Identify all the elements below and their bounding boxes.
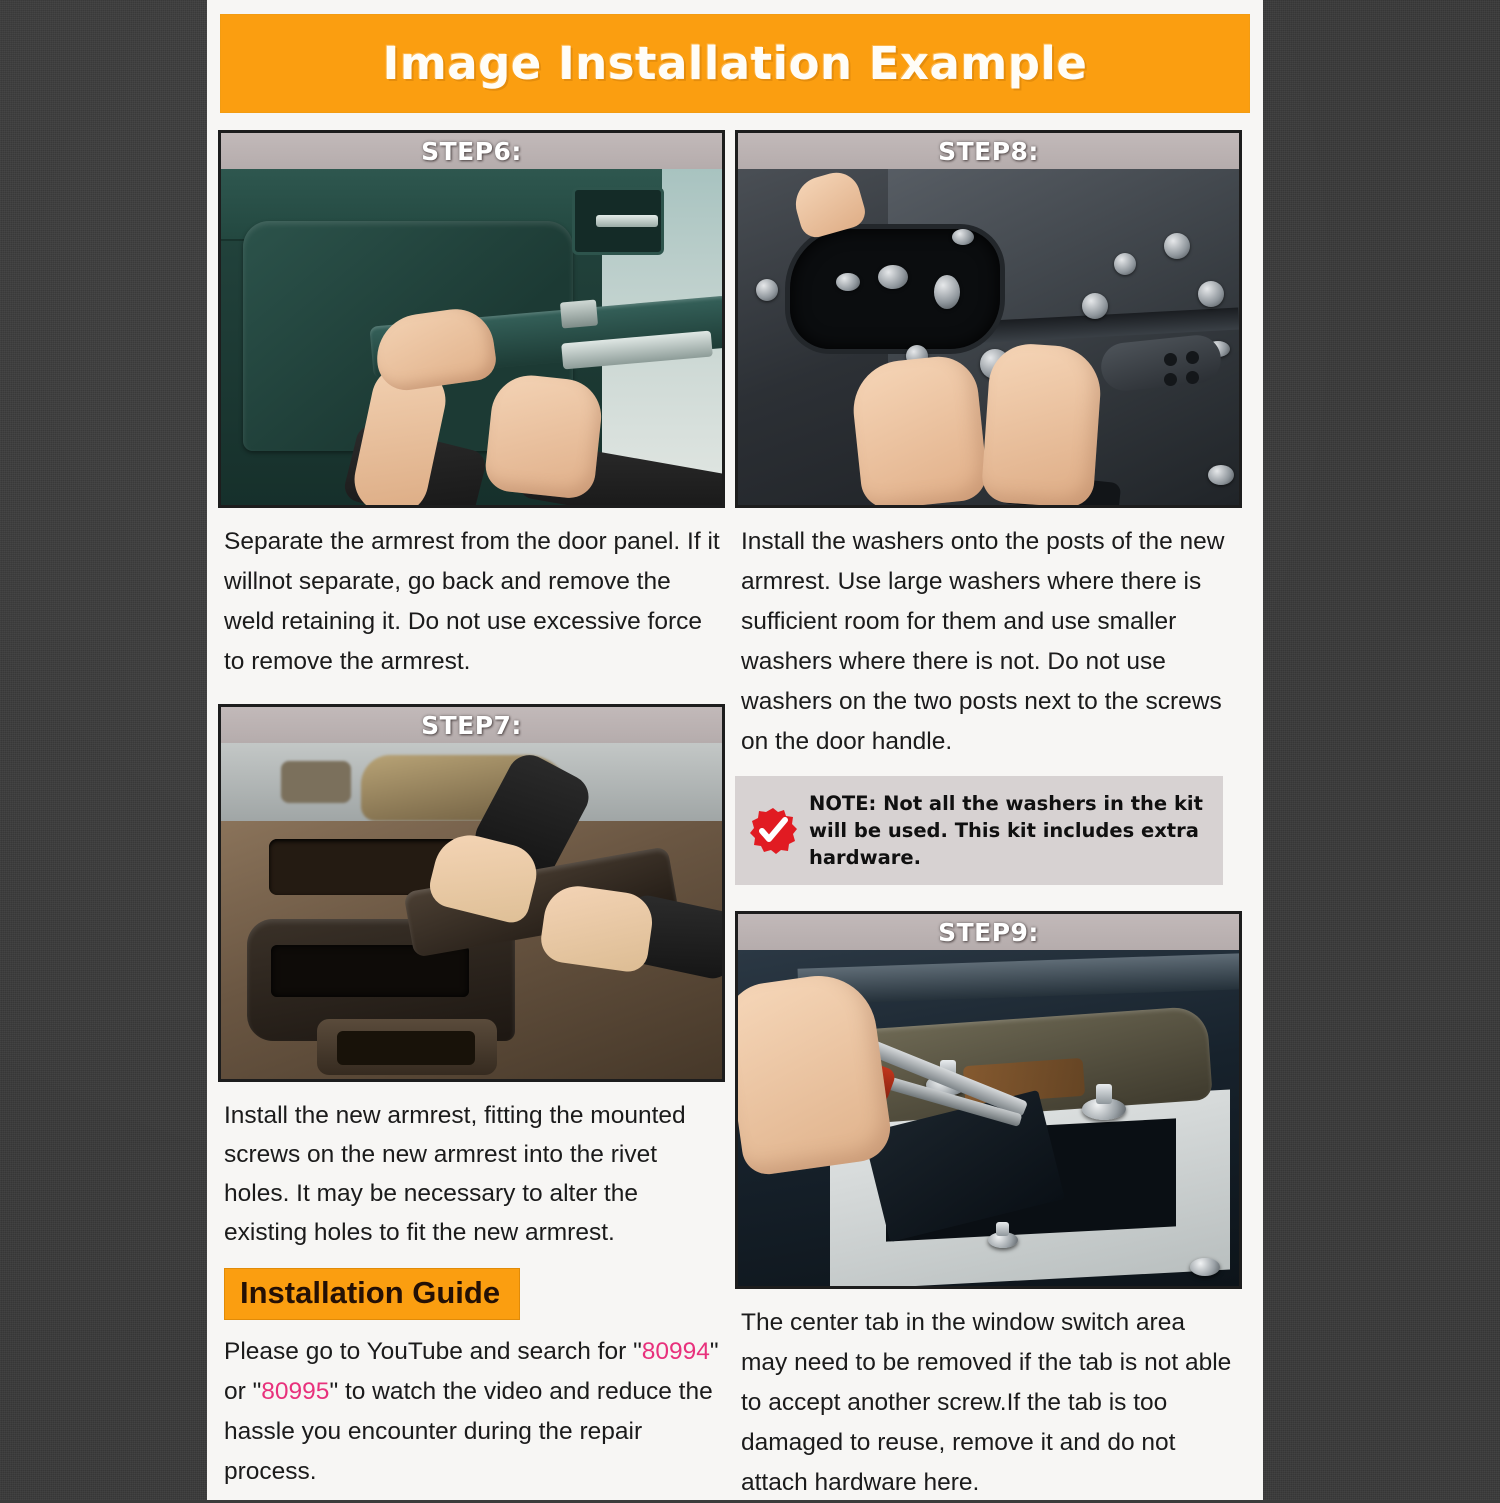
page-title: Image Installation Example [382, 37, 1088, 90]
instruction-page [207, 0, 1263, 1500]
guide-text-after: " to watch the video and reduce the hassle you encounter during the repair process. [224, 1378, 713, 1485]
title-banner [220, 14, 1250, 113]
step8-header-label: STEP8: [938, 136, 1039, 166]
left-column [218, 130, 725, 1492]
guide-text-mid: " or " [224, 1338, 719, 1405]
step6-card [218, 130, 725, 508]
right-column [735, 130, 1242, 1503]
guide-text-before: Please go to YouTube and search for " [224, 1338, 642, 1365]
step7-photo [221, 743, 722, 1079]
note-line-1: NOTE: Not all the washers in the kit [809, 792, 1203, 815]
red-check-seal-icon [749, 807, 797, 855]
note-text [809, 790, 1207, 871]
video-code-1: 80994 [641, 1338, 710, 1365]
step6-header-label: STEP6: [421, 136, 522, 166]
note-box [735, 776, 1223, 885]
step9-header [738, 914, 1239, 950]
installation-guide-text [218, 1326, 725, 1492]
step6-header [221, 133, 722, 169]
step8-header [738, 133, 1239, 169]
note-line-2: will be used. This kit includes extra hardware. [809, 819, 1199, 869]
step7-caption: Install the new armrest, fitting the mounted screws on the new armrest into the rivet holes. It may be necessary to alter the existing holes to fit the new armrest. [224, 1102, 686, 1246]
step8-photo [738, 169, 1239, 505]
step7-header [221, 707, 722, 743]
step8-card [735, 130, 1242, 508]
step9-card [735, 911, 1242, 1289]
step7-card [218, 704, 725, 1082]
step9-header-label: STEP9: [938, 917, 1039, 947]
step7-header-label: STEP7: [421, 710, 522, 740]
step9-caption: The center tab in the window switch area may need to be removed if the tab is not able to accept another screw.If the tab is too damaged to reuse, remove it and do not attach hardware here. [741, 1309, 1232, 1496]
video-code-2: 80995 [261, 1378, 330, 1405]
installation-guide-section [218, 1252, 725, 1492]
step9-photo [738, 950, 1239, 1286]
installation-guide-badge: Installation Guide [224, 1268, 520, 1320]
step6-photo [221, 169, 722, 505]
step8-caption: Install the washers onto the posts of the new armrest. Use large washers where there is sufficient room for them and use smaller washers where there is not. Do not use washers on the two posts next to the screws on the door handle. [741, 528, 1225, 755]
step6-caption: Separate the armrest from the door panel. If it willnot separate, go back and remove the weld retaining it. Do not use excessive force to remove the armrest. [224, 528, 720, 675]
